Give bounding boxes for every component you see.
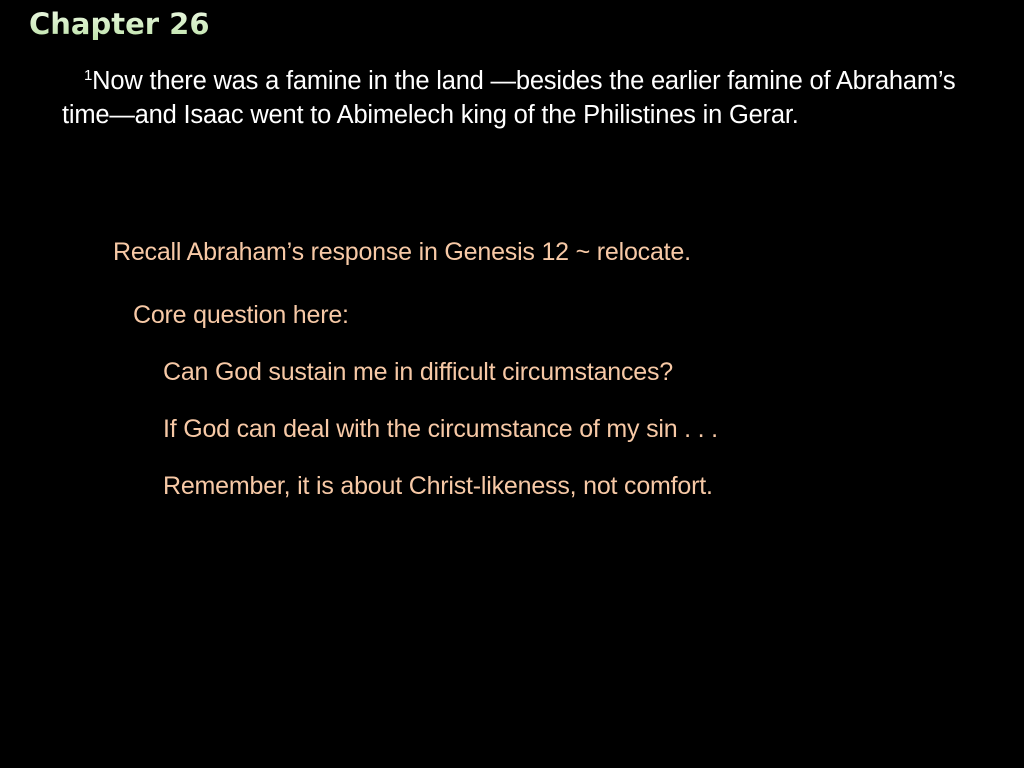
verse-number: 1 xyxy=(84,67,93,84)
recall-note: Recall Abraham’s response in Genesis 12 ~ relocate. xyxy=(113,238,691,266)
question-item-1: Can God sustain me in difficult circumstances? xyxy=(163,358,674,386)
verse-text: Now there was a famine in the land —besides the earlier famine of Abraham’s time—and Isaac went to Abimelech king of the Philistines in Gerar. xyxy=(62,67,956,129)
question-item-2: If God can deal with the circumstance of my sin . . . xyxy=(163,415,718,443)
scripture-verse xyxy=(62,64,962,132)
question-item-3: Remember, it is about Christ-likeness, not comfort. xyxy=(163,472,713,500)
core-question-heading: Core question here: xyxy=(133,301,349,329)
slide-title: Chapter 26 xyxy=(29,4,210,44)
